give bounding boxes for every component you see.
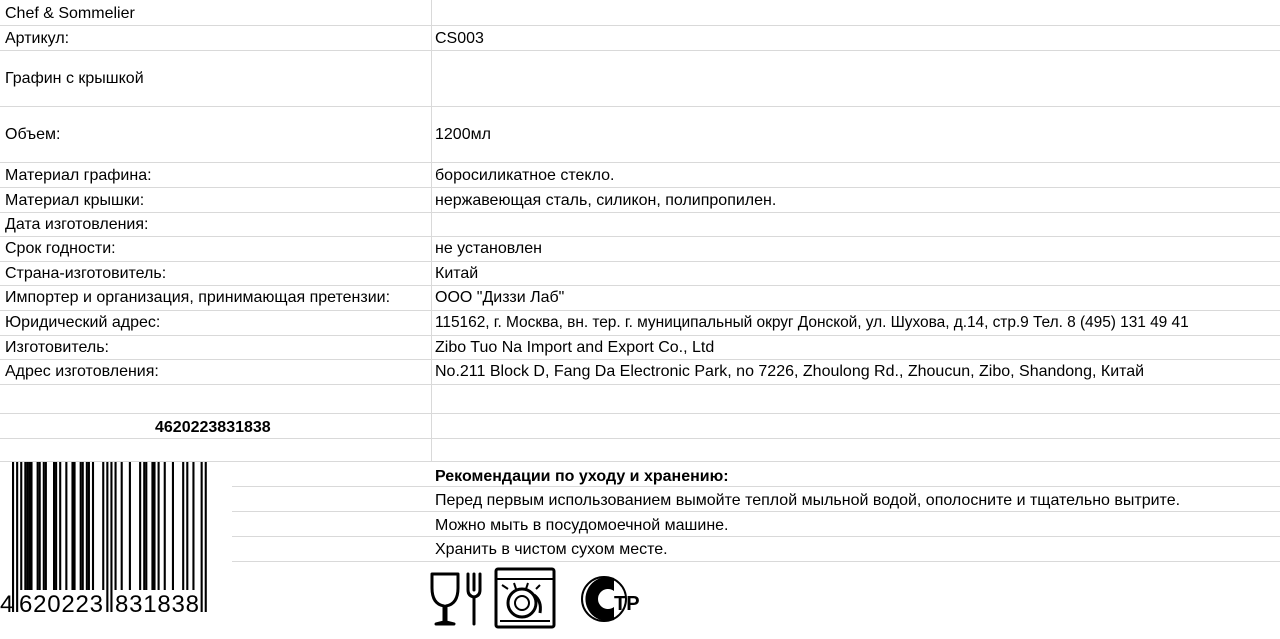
barcode-bar xyxy=(43,462,45,590)
dishwasher-safe-icon xyxy=(494,567,556,629)
volume-value: 1200мл xyxy=(435,126,491,143)
barcode-bar xyxy=(182,462,184,590)
carafe-material-label: Материал графина: xyxy=(5,167,152,184)
manufacture-address-value: No.211 Block D, Fang Da Electronic Park, no 7226, Zhoulong Rd., Zhoucun, Zibo, Shandong, Китай xyxy=(435,363,1145,380)
row-product xyxy=(0,51,1280,107)
brand-name: Chef & Sommelier xyxy=(5,5,135,22)
barcode-bar xyxy=(74,462,76,590)
barcode-bar xyxy=(129,462,131,590)
volume-label: Объем: xyxy=(5,126,61,143)
eac-rst-mark-icon xyxy=(574,570,654,628)
barcode-bar xyxy=(20,462,22,590)
barcode-bar xyxy=(115,462,117,590)
row-material-carafe xyxy=(0,163,1280,188)
barcode-bar xyxy=(86,462,88,590)
barcode-bar xyxy=(205,462,207,612)
barcode-bar xyxy=(110,462,112,612)
barcode-bar xyxy=(26,462,28,590)
barcode-bar xyxy=(145,462,147,590)
country-value: Китай xyxy=(435,265,479,282)
manufacturer-value: Zibo Tuo Na Import and Export Co., Ltd xyxy=(435,339,715,356)
shelf-life-value: не установлен xyxy=(435,240,542,257)
barcode-bar xyxy=(201,462,203,612)
care-title: Рекомендации по уходу и хранению: xyxy=(435,468,729,485)
product-name: Графин с крышкой xyxy=(5,70,144,87)
barcode-bar xyxy=(88,462,90,590)
ean-code: 4620223831838 xyxy=(155,419,271,436)
barcode-bar xyxy=(106,462,108,612)
barcode-bar xyxy=(71,462,73,590)
care-line-3: Хранить в чистом сухом месте. xyxy=(435,541,668,558)
row-volume xyxy=(0,107,1280,163)
glass-fork-icon xyxy=(428,570,488,628)
row-article xyxy=(0,26,1280,51)
importer-value: ООО "Диззи Лаб" xyxy=(435,289,565,306)
barcode-bar xyxy=(59,462,61,590)
barcode-digits-mid: 620223 xyxy=(19,591,103,618)
barcode-bar xyxy=(53,462,55,590)
barcode-bar xyxy=(164,462,166,590)
barcode xyxy=(0,462,232,634)
barcode-bar xyxy=(158,462,160,590)
barcode-bar xyxy=(55,462,57,590)
barcode-bar xyxy=(186,462,188,590)
barcode-bar xyxy=(121,462,123,590)
barcode-digit-left: 4 xyxy=(0,591,14,618)
article-label: Артикул: xyxy=(5,30,70,47)
barcode-bar xyxy=(12,462,14,612)
manufacture-date-label: Дата изготовления: xyxy=(5,216,149,233)
shelf-life-label: Срок годности: xyxy=(5,240,116,257)
barcode-bar xyxy=(80,462,82,590)
manufacturer-label: Изготовитель: xyxy=(5,339,109,356)
row-empty xyxy=(0,385,1280,414)
barcode-bar xyxy=(92,462,94,590)
row-country xyxy=(0,262,1280,286)
row-brand xyxy=(0,0,1280,26)
barcode-bar xyxy=(153,462,155,590)
barcode-bar xyxy=(39,462,41,590)
barcode-bar xyxy=(139,462,141,590)
row-shelf-life xyxy=(0,237,1280,262)
legal-address-value: 115162, г. Москва, вн. тер. г. муниципальный округ Донской, ул. Шухова, д.14, стр.9 Тел. 8 (495) 131 49 41 xyxy=(435,314,1189,331)
article-value: CS003 xyxy=(435,30,484,47)
country-label: Страна-изготовитель: xyxy=(5,265,167,282)
barcode-bar xyxy=(30,462,32,590)
row-empty-2 xyxy=(0,439,1280,462)
barcode-bar xyxy=(192,462,194,590)
barcode-bar xyxy=(102,462,104,590)
lid-material-value: нержавеющая сталь, силикон, полипропилен. xyxy=(435,192,777,209)
barcode-bar xyxy=(28,462,30,590)
manufacture-address-label: Адрес изготовления: xyxy=(5,363,159,380)
barcode-graphic xyxy=(0,462,232,634)
barcode-bar xyxy=(82,462,84,590)
barcode-bar xyxy=(65,462,67,590)
barcode-digits-right: 831838 xyxy=(115,591,199,618)
barcode-bar xyxy=(37,462,39,590)
care-line-2: Можно мыть в посудомоечной машине. xyxy=(435,517,729,534)
barcode-bar xyxy=(143,462,145,590)
barcode-bar xyxy=(151,462,153,590)
lid-material-label: Материал крышки: xyxy=(5,192,145,209)
certification-mark-text: ТР xyxy=(614,593,640,615)
importer-label: Импортер и организация, принимающая претензии: xyxy=(5,289,391,306)
row-manufacture-date xyxy=(0,213,1280,237)
barcode-bar xyxy=(16,462,18,612)
barcode-bar xyxy=(45,462,47,590)
barcode-bar xyxy=(172,462,174,590)
carafe-material-value: боросиликатное стекло. xyxy=(435,167,615,184)
barcode-bar xyxy=(24,462,26,590)
care-line-1: Перед первым использованием вымойте теплой мыльной водой, ополосните и тщательно вытрите. xyxy=(435,492,1181,509)
legal-address-label: Юридический адрес: xyxy=(5,314,161,331)
